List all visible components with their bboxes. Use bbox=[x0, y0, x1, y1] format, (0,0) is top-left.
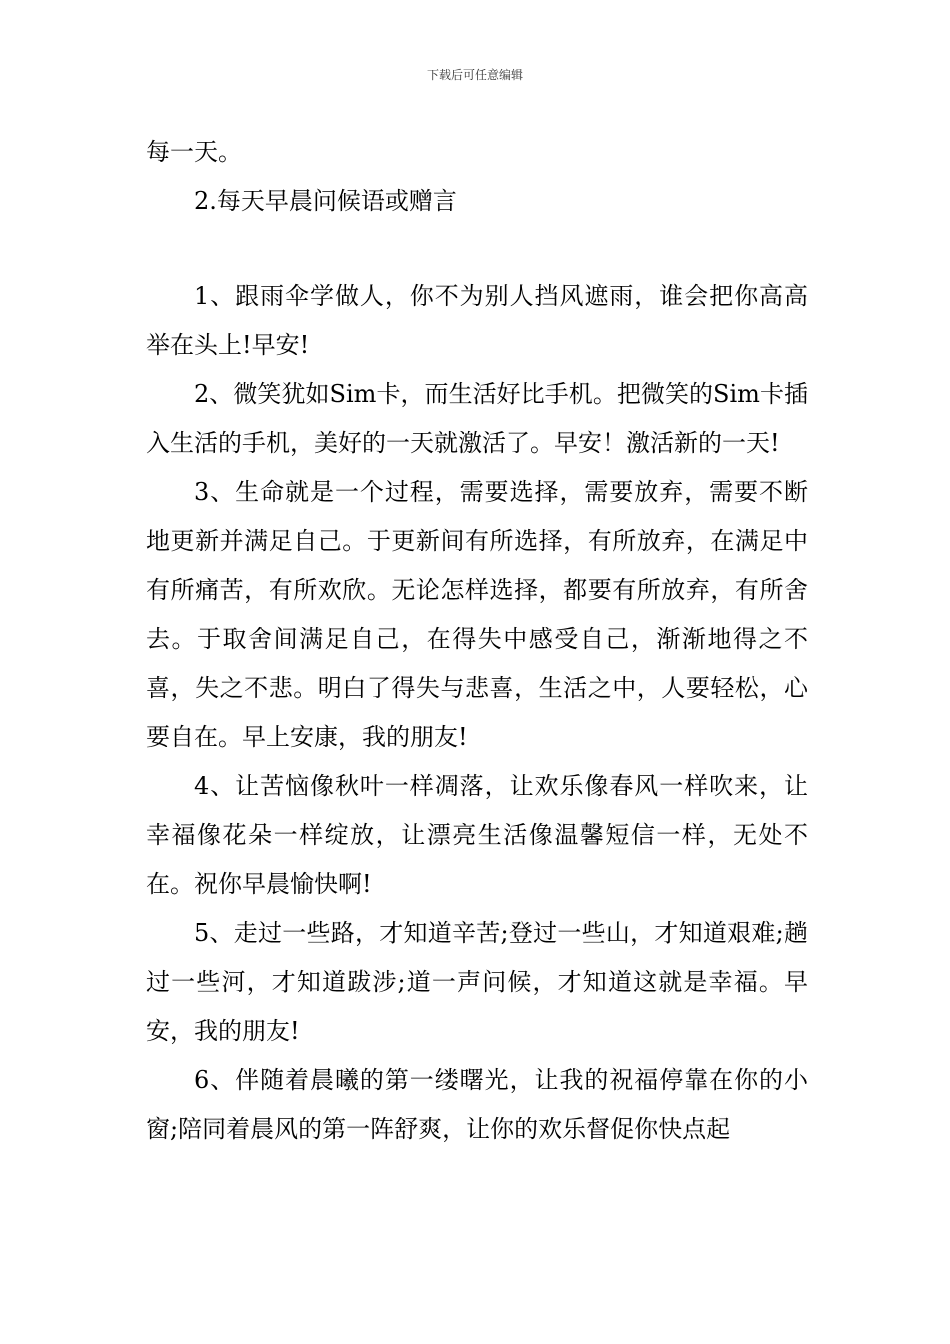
greeting-paragraph-3: 3、生命就是一个过程，需要选择，需要放弃，需要不断地更新并满足自己。于更新间有所选择，有所放弃，在满足中有所痛苦，有所欢欣。无论怎样选择，都要有所放弃，有所舍去。于取舍间满足自己，在得失中感受自己，渐渐地得之不喜，失之不悲。明白了得失与悲喜，生活之中，人要轻松，心要自在。早上安康，我的朋友! bbox=[146, 478, 808, 751]
blank-line bbox=[146, 226, 808, 272]
page-header-note: 下载后可任意编辑 bbox=[426, 68, 523, 82]
section-heading: 2.每天早晨问候语或赠言 bbox=[194, 187, 457, 215]
document-body bbox=[146, 128, 808, 1154]
continuation-text: 每一天。 bbox=[146, 138, 242, 166]
greeting-paragraph-6: 6、伴随着晨曦的第一缕曙光，让我的祝福停靠在你的小窗;陪同着晨风的第一阵舒爽，让你的欢乐督促你快点起 bbox=[146, 1066, 808, 1143]
greeting-paragraph-1: 1、跟雨伞学做人，你不为别人挡风遮雨，谁会把你高高举在头上!早安! bbox=[146, 282, 808, 359]
greeting-paragraph-5: 5、走过一些路，才知道辛苦;登过一些山，才知道艰难;趟过一些河，才知道跋涉;道一声问候，才知道这就是幸福。早安，我的朋友! bbox=[146, 919, 808, 1045]
greeting-paragraph-2: 2、微笑犹如Sim卡，而生活好比手机。把微笑的Sim卡插入生活的手机，美好的一天就激活了。早安！激活新的一天! bbox=[146, 380, 808, 457]
greeting-paragraph-4: 4、让苦恼像秋叶一样凋落，让欢乐像春风一样吹来，让幸福像花朵一样绽放，让漂亮生活像温馨短信一样，无处不在。祝你早晨愉快啊! bbox=[146, 772, 808, 898]
